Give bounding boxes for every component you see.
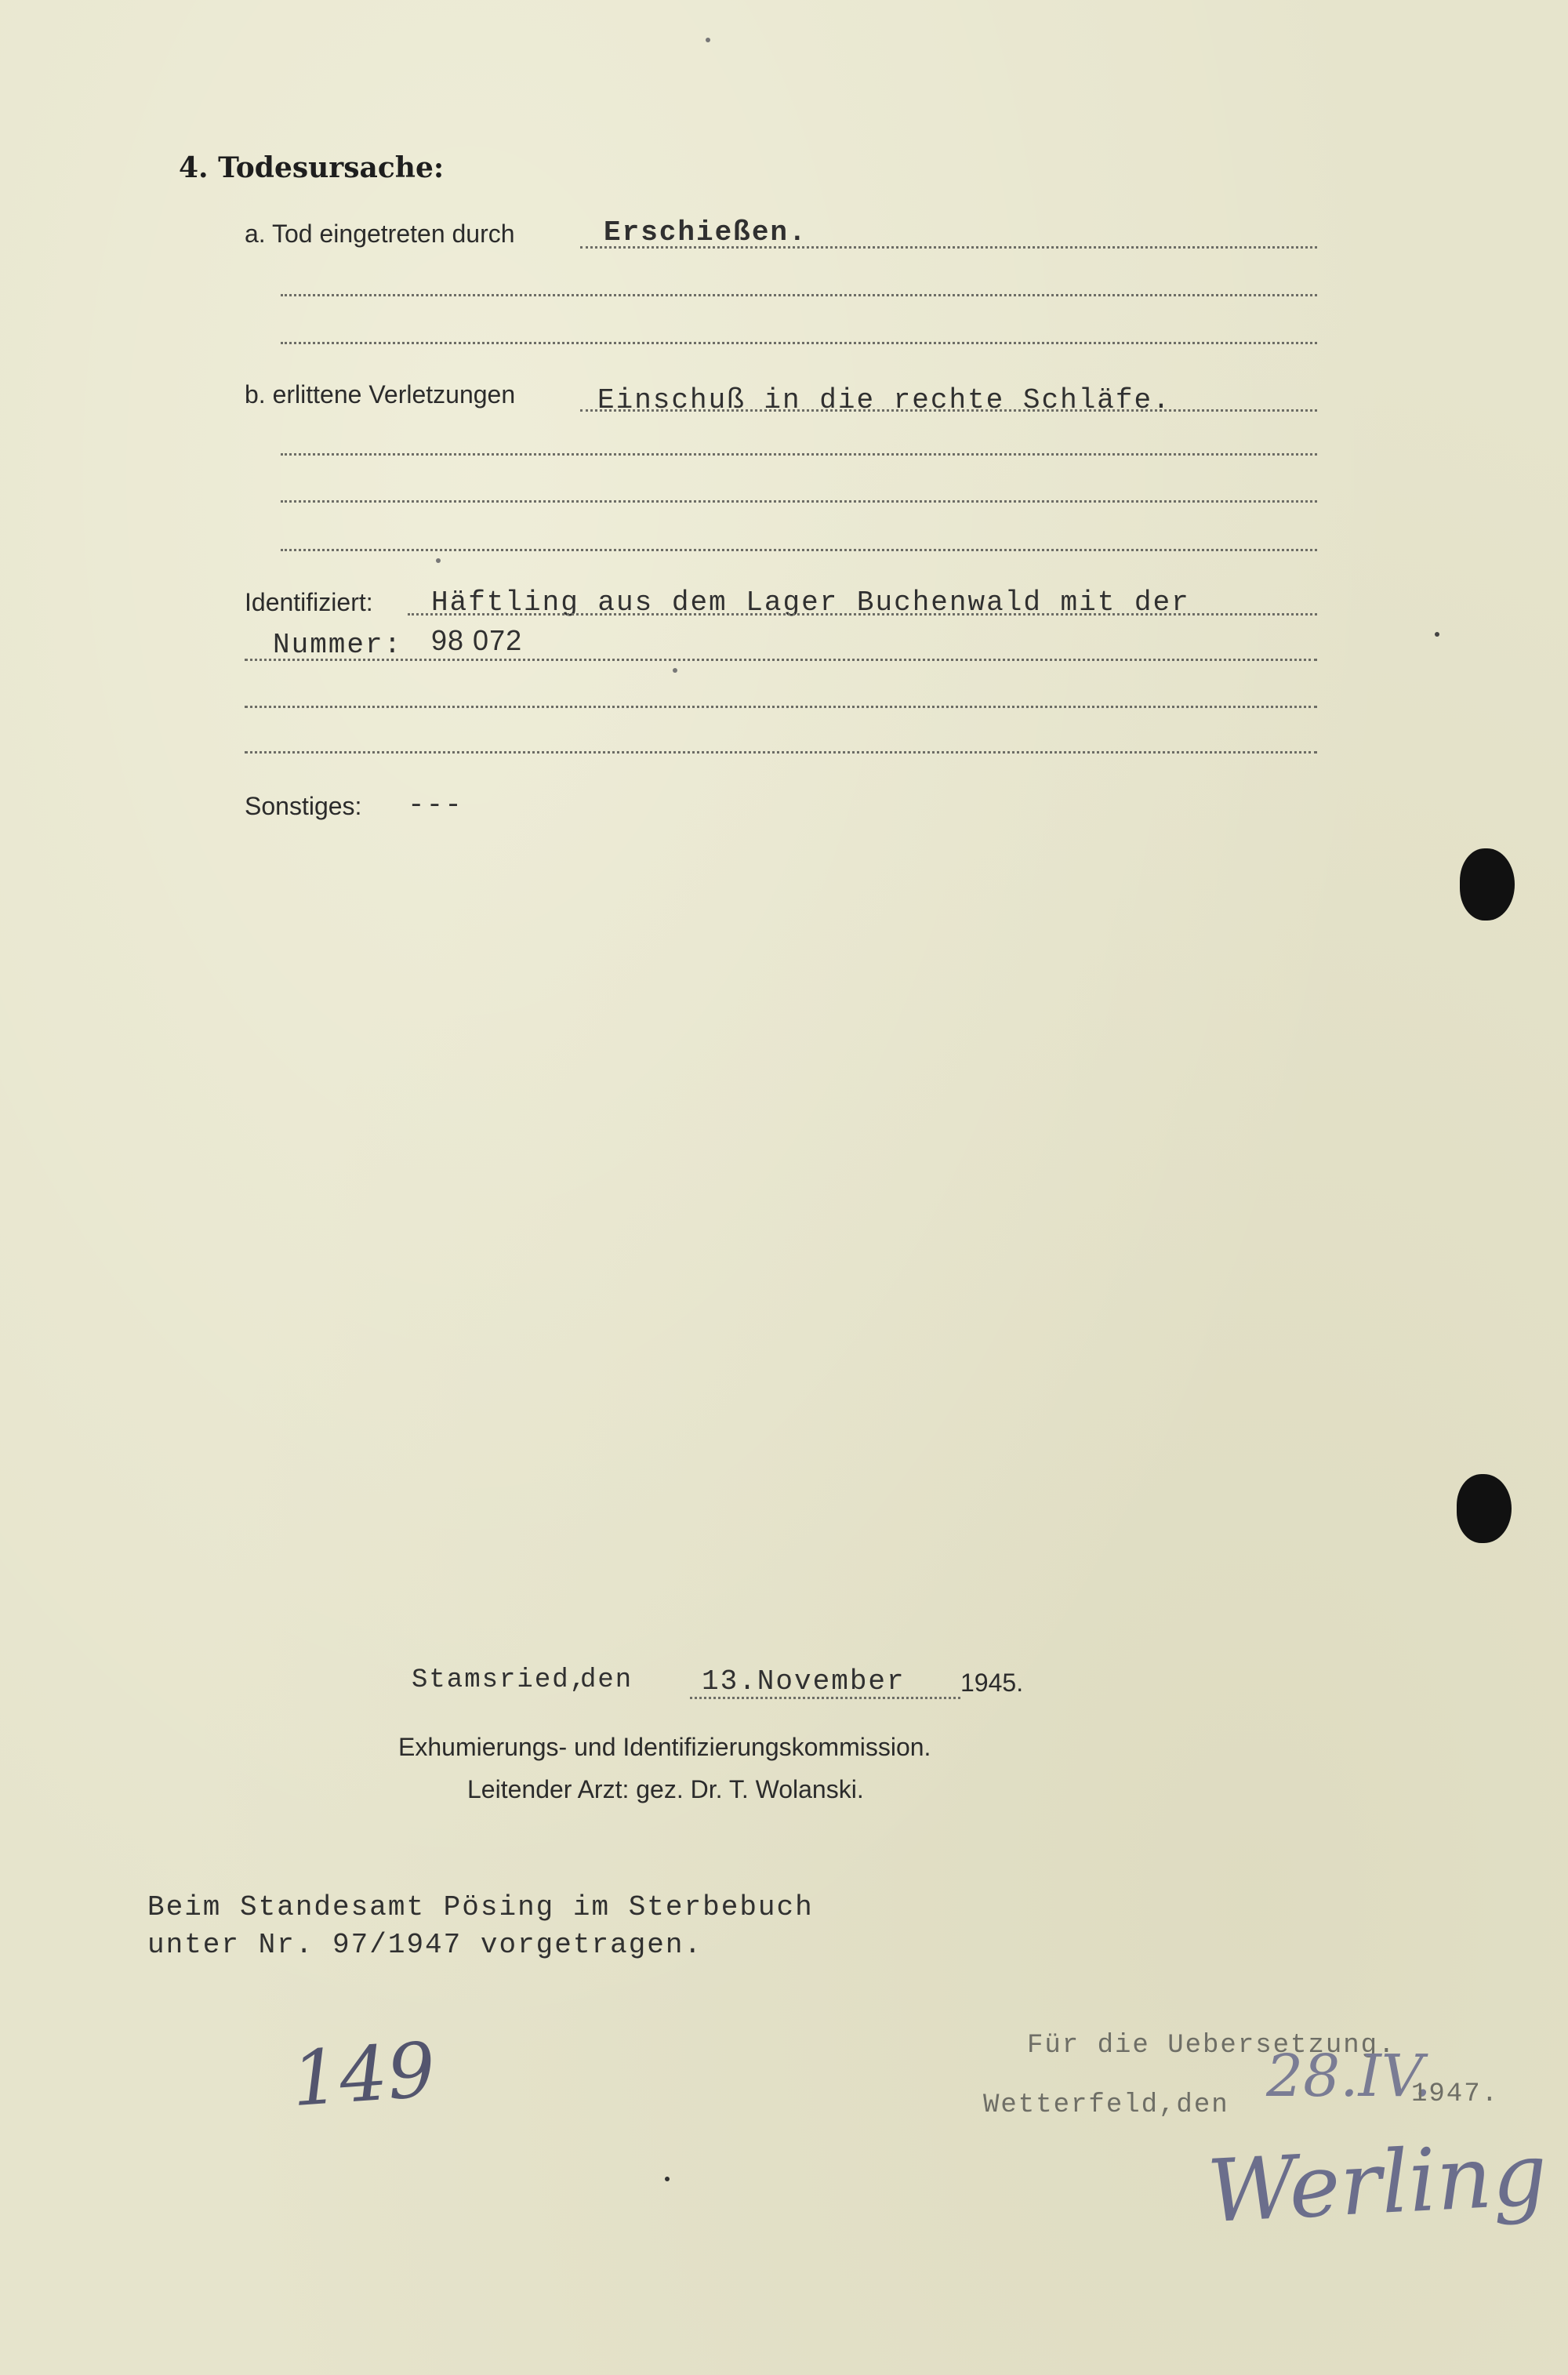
translation-year: 1947. (1411, 2079, 1500, 2109)
dotted-line (281, 453, 1317, 456)
dotted-line (245, 751, 1317, 754)
place-den: den (580, 1665, 633, 1695)
identification-number-label: Nummer: (273, 629, 403, 661)
cause-b-value: Einschuß in die rechte Schläfe. (597, 384, 1171, 416)
identification-number: 98 072 (431, 624, 523, 656)
handwritten-number: 149 (289, 2025, 438, 2124)
other-value: --- (408, 789, 463, 821)
identification-value-line1: Häftling aus dem Lager Buchenwald mit der (431, 586, 1190, 619)
punch-hole (1460, 848, 1515, 921)
dotted-line (281, 342, 1317, 344)
dotted-line (245, 706, 1317, 708)
cause-a-value: Erschießen. (604, 216, 808, 249)
dotted-line (580, 246, 1317, 249)
paper-speck (436, 558, 441, 563)
dotted-line (245, 659, 1317, 661)
dotted-line (580, 409, 1317, 412)
place: Stamsried, (412, 1665, 588, 1695)
translation-line2-prefix: Wetterfeld,den (983, 2090, 1229, 2120)
identification-label: Identifiziert: (245, 588, 373, 616)
registry-note-line2: unter Nr. 97/1947 vorgetragen. (147, 1929, 703, 1961)
dotted-line (281, 294, 1317, 296)
translation-date: 28.IV. (1266, 2043, 1432, 2110)
year: 1945. (960, 1669, 1024, 1697)
signature: Werling (1204, 2123, 1550, 2242)
paper-speck (706, 38, 710, 42)
dotted-line (408, 613, 1317, 616)
registry-note-line1: Beim Standesamt Pösing im Sterbebuch (147, 1891, 814, 1923)
commission-line2: Leitender Arzt: gez. Dr. T. Wolanski. (467, 1775, 864, 1803)
dotted-line (690, 1697, 960, 1699)
punch-hole (1457, 1474, 1512, 1543)
cause-a-label: a. Tod eingetreten durch (245, 220, 515, 248)
translation-line1: Für die Uebersetzung. (1027, 2031, 1396, 2061)
dotted-line (281, 549, 1317, 551)
other-label: Sonstiges: (245, 792, 362, 820)
date: 13.November (702, 1665, 906, 1698)
section-heading: 4. Todesursache: (179, 151, 445, 184)
paper-speck (1435, 632, 1439, 637)
cause-b-label: b. erlittene Verletzungen (245, 380, 516, 409)
paper-speck (665, 2177, 670, 2181)
dotted-line (281, 500, 1317, 503)
paper-speck (673, 668, 677, 673)
commission-line1: Exhumierungs- und Identifizierungskommission. (398, 1733, 931, 1761)
